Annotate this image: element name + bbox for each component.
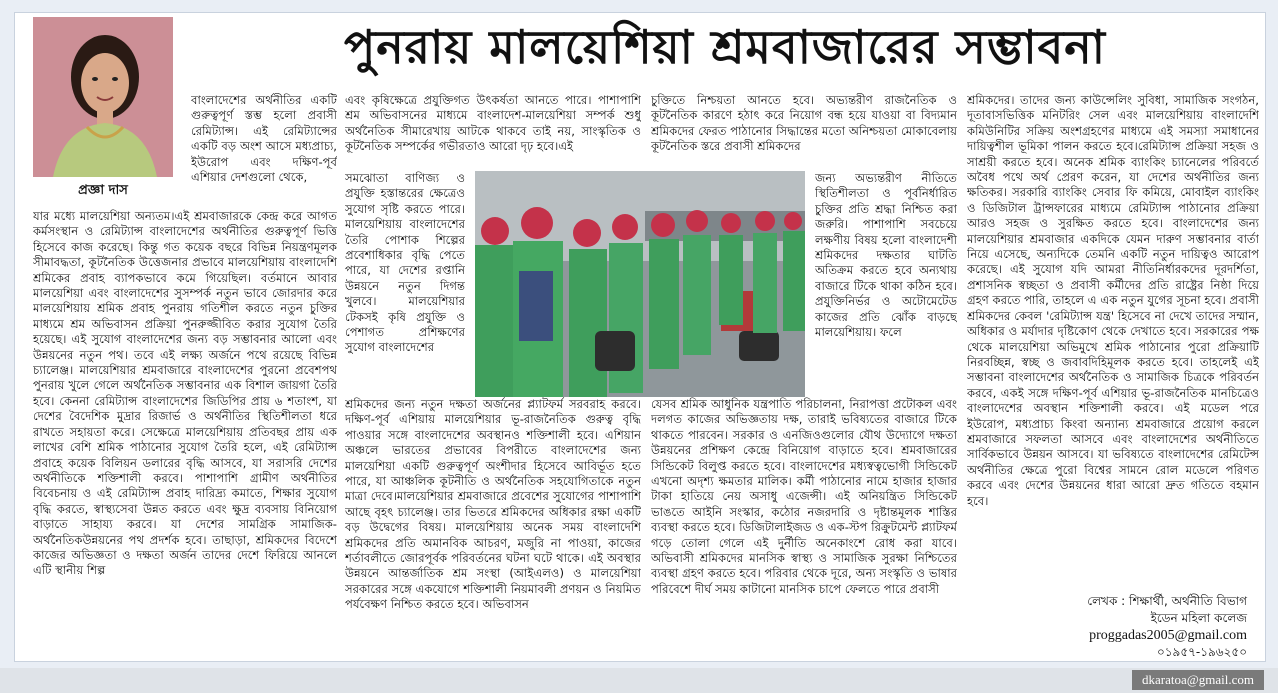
newspaper-clipping [14, 12, 1266, 662]
column-1-main [33, 209, 337, 657]
paragraph: যেসব শ্রমিক আধুনিক যন্ত্রপাতি পরিচালনা, নিরাপত্তা প্রটোকল এবং দলগত কাজের অভিজ্ঞতায় দক্ষ, তারাই ভবিষ্যতের বাজারে টিকে থাকতে পারবেন। সরকার ও এনজিওগুলোর যৌথ উদ্যোগে দক্ষতা উন্নয়নের প্রশিক্ষণ কেন্দ্রে বিনিয়োগ বাড়াতে হবে। শ্রমবাজারের সিন্ডিকেট বিলুপ্ত করতে হবে। বাংলাদেশের মধ্যস্বত্বভোগী সিন্ডিকেট এখনো অদৃশ্য ক্ষমতার মালিক। কর্মী পাঠানোর নামে হাজার হাজার টাকা হাতিয়ে নেয় অসাধু এজেন্সী। এই অনিয়ন্ত্রিত সিন্ডিকেট ভাঙতে আইনি সংস্কার, কঠোর নজরদারি ও দৃষ্টান্তমূলক শাস্তির ব্যবস্থা করতে হবে। ডিজিটালাইজড ও এক-স্টপ রিক্রুটমেন্ট প্ল্যাটফর্ম গড়ে তোলা গেলে এই দুর্নীতি অনেকাংশে রোধ করা যাবে। অভিবাসী শ্রমিকদের মানসিক স্বাস্থ্য ও সামাজিক সুরক্ষা নিশ্চিতের ব্যবস্থা গ্রহণ করতে হবে। পরিবার থেকে দূরে, অন্য সংস্কৃতি ও ভাষার পরিবেশে দীর্ঘ সময় কাটানো মানসিক চাপে ফেলতে পারে প্রবাসী [651, 397, 957, 596]
column-2-bottom [345, 397, 641, 657]
workers-photo [475, 171, 805, 397]
author-occupation: লেখক : শিক্ষার্থী, অর্থনীতি বিভাগ [1087, 594, 1247, 608]
migrant-workers-image [475, 171, 805, 397]
paragraph: জন্য অভ্যন্তরীণ নীতিতে স্থিতিশীলতা ও পূর্বনির্ধারিত চুক্তির প্রতি শ্রদ্ধা নিশ্চিত করা জরুরি। পাশাপাশি সবচেয়ে লক্ষণীয় বিষয় হলো বাংলাদেশী শ্রমিকদের দক্ষতার ঘাটতি অতিক্রম করতে হবে অন্যথায় বাজারে টিকে থাকা কঠিন হবে। প্রযুক্তিনির্ভর ও অটোমেটেড কাজের প্রতি ঝোঁক বাড়ছে মালয়েশিয়ায়। ফলে [815, 171, 957, 340]
paragraph: শ্রমিকদের জন্য নতুন দক্ষতা অর্জনের প্ল্যাটফর্ম সরবরাহ করবে।দক্ষিণ-পূর্ব এশিয়ায় মালয়েশিয়ার ভূ-রাজনৈতিক গুরুত্ব বৃদ্ধি পাওয়ার সঙ্গে বাংলাদেশের অবস্থানও শক্তিশালী হবে। এশিয়ান অঞ্চলে ভারতের প্রভাবের বিপরীতে বাংলাদেশের জন্য মালয়েশিয়া একটি গুরুত্বপূর্ণ অংশীদার হিসেবে আবির্ভূত হতে পারে, যা আঞ্চলিক কূটনীতি ও অর্থনৈতিক সহযোগিতাকে নতুন মাত্রা দেবে।মালয়েশিয়ার শ্রমবাজারে প্রবেশের সুযোগের পাশাপাশি আছে বৃহৎ চ্যালেঞ্জ। তার ভিতরে শ্রমিকদের অধিকার রক্ষা একটি বড় উদ্বেগের বিষয়। মালয়েশিয়ায় অনেক সময় বাংলাদেশি শ্রমিকদের প্রতি অমানবিক আচরণ, মজুরি না পাওয়া, কাজের শর্তাবলীতে জোরপূর্বক পরিবর্তনের ঘটনা ঘটে থাকে। এই অবস্থার উন্নয়নে আন্তর্জাতিক শ্রম সংস্থা (আইএলও) ও মালয়েশিয়া সরকারের সঙ্গে একযোগে শক্তিশালী নিয়মাবলী প্রণয়ন ও নিয়মিত পর্যবেক্ষণ নিশ্চিত করতে হবে। অভিবাসন [345, 397, 641, 612]
author-portrait [33, 17, 173, 177]
column-4 [967, 93, 1259, 591]
paragraph: বাংলাদেশের অর্থনীতির একটি গুরুত্বপূর্ণ স্তম্ভ হলো প্রবাসী রেমিট্যান্স। এই রেমিট্যান্সের একটি বড় অংশ আসে মধ্যপ্রাচ্য, ইউরোপ এবং দক্ষিণ-পূর্ব এশিয়ার দেশগুলো থেকে, [191, 93, 337, 185]
column-1-top [191, 93, 337, 200]
author-institution: ইডেন মহিলা কলেজ [1150, 611, 1247, 625]
column-3-top [651, 93, 957, 169]
article-title: পুনরায় মালয়েশিয়া শ্রমবাজারের সম্ভাবনা [343, 20, 1107, 74]
paragraph: চুক্তিতে নিশ্চয়তা আনতে হবে। অভ্যন্তরীণ রাজনৈতিক ও কূটনৈতিক কারণে হঠাৎ করে নিয়োগ বন্ধ হয়ে যাওয়া বা বিদ্যমান শ্রমিকদের ফেরত পাঠানোর সিদ্ধান্তের মতো অনিশ্চয়তা মোকাবেলায় কূটনৈতিক স্তরে প্রবাসী শ্রমিকদের [651, 93, 957, 154]
footer-bar [0, 668, 1278, 693]
paragraph: সমঝোতা বাণিজ্য ও প্রযুক্তি হস্তান্তরের ক্ষেত্রেও সুযোগ সৃষ্টি করতে পারে। মালয়েশিয়ায় বাংলাদেশের তৈরি পোশাক শিল্পের প্রবেশাধিকার বৃদ্ধি পেতে পারে, যা দেশের রপ্তানি উন্নয়নে নতুন দিগন্ত খুলবে। মালয়েশিয়ার টেকসই কৃষি প্রযুক্তি ও পেশাগত প্রশিক্ষণের সুযোগ বাংলাদেশের [345, 171, 465, 355]
footer-email[interactable]: dkaratoa@gmail.com [1132, 670, 1264, 690]
column-2-top [345, 93, 641, 169]
paragraph: শ্রমিকদের। তাদের জন্য কাউন্সেলিং সুবিধা, সামাজিক সংগঠন, দূতাবাসভিত্তিক মনিটরিং সেল এবং মালয়েশিয়ায় বাংলাদেশি কমিউনিটির সক্রিয় অংশগ্রহণের মাধ্যমে এই সমস্যা সমাধানের দায়িত্বশীল ভূমিকা পালন করতে হবে।রেমিট্যান্স প্রক্রিয়া সহজ ও সাশ্রয়ী করতে হবে। অনেক শ্রমিক ব্যাংকিং চ্যানেলের পরিবর্তে অবৈধ পথে অর্থ প্রেরণ করেন, যা দেশের অর্থনীতির জন্য ক্ষতিকর। সরকারি ব্যাংকিং সেবার ফি কমিয়ে, মোবাইল ব্যাংকিং ও ডিজিটাল ট্রান্সফারের মাধ্যমে রেমিট্যান্স পাঠানোর প্রক্রিয়া আরও সহজ ও সুরক্ষিত করতে হবে। বাংলাদেশের জন্য মালয়েশিয়ার শ্রমবাজার একদিকে যেমন দারুণ সম্ভাবনার বার্তা নিয়ে এসেছে, অন্যদিকে তেমনি একটি নতুন দায়িত্বও আরোপ করেছে। এই সুযোগ যদি আমরা নীতিনির্ধারকদের দূরদর্শিতা, প্রশাসনিক স্বচ্ছতা ও প্রবাসী কর্মীদের প্রতি রাষ্ট্রের নিষ্ঠা দিয়ে গ্রহণ করতে পারি, তাহলে এ এক নতুন যুগের সূচনা হবে। প্রবাসী শ্রমিকদের কেবল 'রেমিট্যান্স যন্ত্র' হিসেবে না দেখে তাদের সম্মান, অধিকার ও মর্যাদার দৃষ্টিকোণ থেকে দেখাতে হবে। সরকারের পক্ষ থেকে মালয়েশিয়া অভিমুখে শ্রমিক পাঠানোর পুরো প্রক্রিয়াটি নিরবচ্ছিন্ন, স্বচ্ছ ও জবাবদিহিমূলক করতে হবে। তাহলেই এই সম্ভাবনা বাংলাদেশের অর্থনৈতিক ও সামাজিক চিত্রকে পরিবর্তন করবে, একই সঙ্গে দক্ষিণ-পূর্ব এশিয়ার ভূ-রাজনৈতিক মানচিত্রেও বাংলাদেশের অবস্থান শক্তিশালী করবে। এই মডেল পরে ইউরোপ, মধ্যপ্রাচ্য কিংবা অন্যান্য শ্রমবাজারে প্রয়োগ করলে শ্রমবাজারে সফলতা আসবে এবং বাংলাদেশের অর্থনীতিতে সার্বিকভাবে উন্নয়ন আসবে। যা ভবিষ্যতে বাংলাদেশের রেমিটেন্স অর্থনীতির ক্ষেত্রে পুরো বিশ্বের সামনে রোল মডেলে পরিণত করবে এবং দেশের উন্নয়নের ধারা আরো দ্রুত গতিতে বহমান হবে। [967, 93, 1259, 508]
author-phone: ০১৯৫৭-১৯৬২৫০ [1156, 645, 1247, 659]
paragraph: এবং কৃষিক্ষেত্রে প্রযুক্তিগত উৎকর্ষতা আনতে পারে। পাশাপাশি শ্রম অভিবাসনের মাধ্যমে বাংলাদেশ-মালয়েশিয়া সম্পর্ক শুধু অর্থনৈতিক সীমারেখায় আটকে থাকবে তাই নয়, সাংস্কৃতিক ও কূটনৈতিক সম্পর্কের গভীরতাও আরো দৃঢ় হবে।এই [345, 93, 641, 154]
column-2-narrow [345, 171, 465, 397]
author-email[interactable]: proggadas2005@gmail.com [1089, 628, 1247, 643]
author-name: প্রজ্ঞা দাস [78, 183, 128, 198]
author-photo [33, 17, 173, 177]
author-signature [1087, 593, 1247, 661]
column-3-bottom [651, 397, 957, 657]
column-3-narrow [815, 171, 957, 397]
paragraph: যার মধ্যে মালয়েশিয়া অন্যতম।এই শ্রমবাজারকে কেন্দ্র করে আগত কর্মসংস্থান ও রেমিট্যান্স বাংলাদেশের অর্থনীতির গুরুত্বপূর্ণ ভিত্তি হিসেবে কাজ করেছে। কিন্তু গত কয়েক বছরে বিভিন্ন নিয়ন্ত্রণমূলক সীমাবদ্ধতা, কূটনৈতিক উত্তেজনার প্রভাবে মালয়েশিয়ায় বাংলাদেশি শ্রমিকের প্রবাহ ব্যাপকভাবে কমে গিয়েছিল। বর্তমানে আবার মালয়েশিয়া এবং বাংলাদেশের সুসম্পর্ক নতুন ভাবে জোরদার করে মালয়েশিয়ায় শ্রমিক প্রবাহ পুনরায় গতিশীল করতে নতুন চুক্তির মাধ্যমে শ্রম অভিবাসন প্রক্রিয়া পুনরুজ্জীবিত করার সুযোগ তৈরি হয়েছে। এই সুযোগ বাংলাদেশের জন্য বড় সম্ভাবনার আলো এবং উন্নয়নের নতুন পথ। তবে এই লক্ষ্য অর্জনে পথে রয়েছে বিভিন্ন চ্যালেঞ্জ। মালয়েশিয়ার শ্রমবাজারে বাংলাদেশের পুরনো প্রবেশপথ পুনরায় খুলে গেলে অর্থনৈতিক সম্ভাবনার এক বিশাল জায়গা তৈরি হবে। কেননা রেমিট্যান্স বাংলাদেশের জিডিপির প্রায় ৬ শতাংশ, যা দেশের বৈদেশিক মুদ্রার রিজার্ভ ও অর্থনীতির স্থিতিশীলতা ধরে রাখতে সহায়তা করে। সেক্ষেত্রে মালয়েশিয়ায় প্রতিবছর প্রায় এক লাখের বেশি শ্রমিক পাঠানোর সুযোগ তৈরি হলে, এই রেমিট্যান্স প্রবাহে কয়েক বিলিয়ন ডলারের বৃদ্ধি আসবে, যা সরাসরি দেশের অর্থনীতিকে শক্তিশালী করবে। পাশাপাশি গ্রামীণ অর্থনীতির বিবেচনায় ও এই রেমিট্যান্স প্রবাহ দারিদ্র্য কমাতে, শিক্ষার সুযোগ বৃদ্ধি করতে, স্বাস্থ্যসেবা উন্নত করতে এবং ক্ষুদ্র ব্যবসায় বিনিয়োগ বাড়াতে সাহায্য করবে। যা দেশের সামগ্রিক সামাজিক-অর্থনৈতিকউন্নয়নের পথ প্রদর্শক হবে। তাছাড়া, শ্রমিকদের বিদেশে কাজের অভিজ্ঞতা ও দক্ষতা অর্জন তাদের দেশে ফিরিয়ে আনলে এটি স্থানীয় শিল্প [33, 209, 337, 578]
